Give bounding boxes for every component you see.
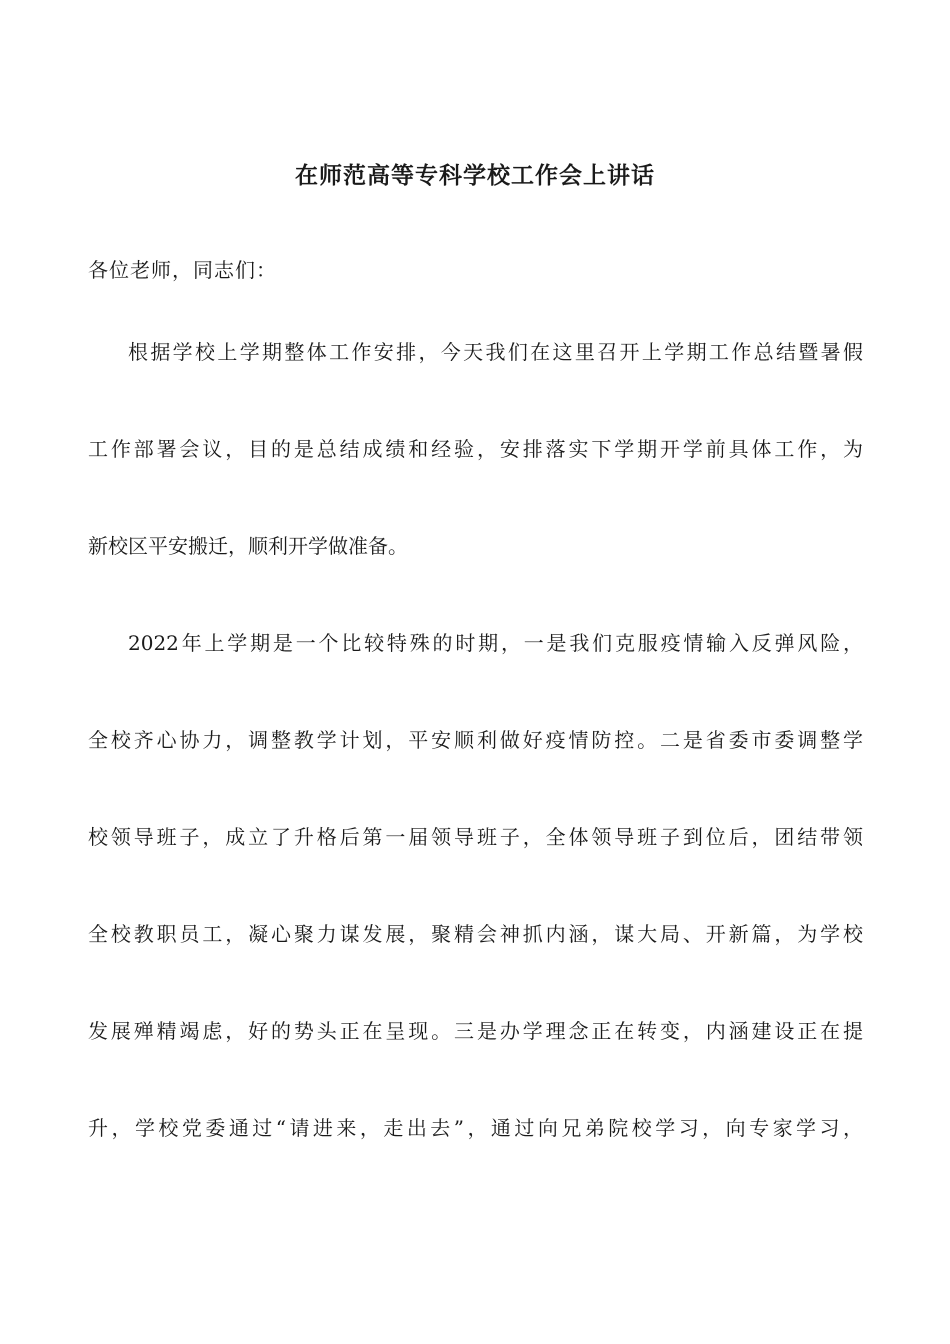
paragraph-line: 发展殚精竭虑，好的势头正在呈现。三是办学理念正在转变，内涵建设正在提 — [88, 1019, 863, 1043]
paragraph-line: 新校区平安搬迁，顺利开学做准备。 — [88, 534, 408, 558]
paragraph-line: 2022年上学期是一个比较特殊的时期，一是我们克服疫情输入反弹风险， — [128, 631, 863, 655]
paragraph-line: 全校齐心协力，调整教学计划，平安顺利做好疫情防控。二是省委市委调整学 — [88, 728, 863, 752]
paragraph-line: 升，学校党委通过“请进来，走出去”，通过向兄弟院校学习，向专家学习， — [88, 1116, 863, 1140]
paragraph-line: 全校教职员工，凝心聚力谋发展，聚精会神抓内涵，谋大局、开新篇，为学校 — [88, 922, 863, 946]
paragraph-line: 校领导班子，成立了升格后第一届领导班子，全体领导班子到位后，团结带领 — [88, 825, 863, 849]
body-text — [88, 338, 863, 1211]
paragraph-line: 根据学校上学期整体工作安排，今天我们在这里召开上学期工作总结暨暑假 — [128, 340, 863, 364]
paragraph-line: 工作部署会议，目的是总结成绩和经验，安排落实下学期开学前具体工作，为 — [88, 437, 863, 461]
greeting: 各位老师，同志们： — [88, 258, 277, 282]
document-title: 在师范高等专科学校工作会上讲话 — [295, 162, 655, 189]
